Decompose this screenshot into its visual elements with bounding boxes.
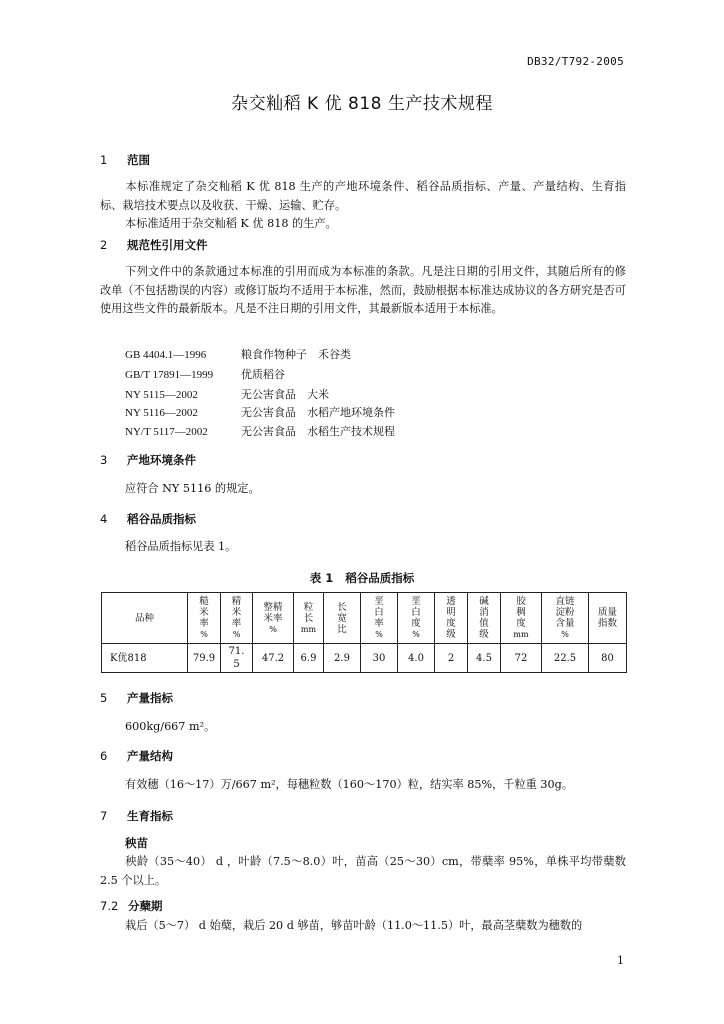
section-title: 产量指标 [127,691,173,705]
section-number: 6 [100,749,108,763]
section-title: 分蘖期 [128,899,163,913]
section-number: 7.2 [100,899,119,913]
section-5-heading [100,690,173,706]
document-code: DB32/T792-2005 [527,55,624,68]
table-cell: 2.9 [324,644,361,673]
table-cell: 4.5 [468,644,501,673]
table-header-cell: 品种 [102,593,188,644]
table-header-cell: 粒长 mm [294,593,324,644]
section-1-paragraph-1: 本标准规定了杂交籼稻 K 优 818 生产的产地环境条件、稻谷品质指标、产量、产量结构、生育指标、栽培技术要点以及收获、干燥、运输、贮存。 [100,180,626,212]
page-title: 杂交籼稻 K 优 818 生产技术规程 [231,94,493,114]
section-7-heading [100,808,173,824]
section-number: 1 [100,153,108,167]
table-header-cell: 碱消值级 [468,593,501,644]
section-3-text: 应符合 NY 5116 的规定。 [125,482,260,495]
table-header-cell: 质量指数 [589,593,627,644]
table-cell: 2 [435,644,468,673]
table-header-row [102,593,627,644]
table-caption-title: 稻谷品质指标 [345,571,415,585]
section-number: 4 [100,512,108,526]
section-number: 3 [100,453,108,467]
table-header-cell: 直链淀粉含量 % [542,593,589,644]
reference-item: GB 4404.1—1996 粮食作物种子 禾谷类 [125,349,351,361]
section-title: 产地环境条件 [127,453,196,467]
table-header-cell: 透明度级 [435,593,468,644]
section-3-heading [100,452,196,468]
table-row [102,644,627,673]
table-header-cell: 胶稠度 mm [501,593,542,644]
table-cell: 72 [501,644,542,673]
subsection-7-1-text: 秧龄（35～40） d ，叶龄（7.5～8.0）叶，苗高（25～30）cm，带蘖率 95%，单株平均带蘖数 2.5 个以上。 [100,855,626,887]
section-title: 规范性引用文件 [127,238,208,252]
table-caption [0,570,724,586]
table-header-cell: 垩白度 % [398,593,435,644]
table-cell: 47.2 [253,644,294,673]
section-title: 稻谷品质指标 [127,512,196,526]
table-header-cell: 糙米率 % [188,593,221,644]
section-1-paragraph-2: 本标准适用于杂交籼稻 K 优 818 的生产。 [125,217,337,230]
table-header-cell: 垩白率 % [361,593,398,644]
table-header-cell: 精米率 % [221,593,253,644]
section-title: 产量结构 [127,749,173,763]
subsection-7-2-heading [100,898,163,914]
section-title: 生育指标 [127,809,173,823]
table-cell: 30 [361,644,398,673]
section-1-heading [100,152,150,168]
section-number: 2 [100,238,108,252]
section-title: 范围 [127,153,150,167]
section-5-text: 600kg/667 m²。 [125,720,216,733]
table-cell: K优818 [102,644,188,673]
section-4-heading [100,511,196,527]
table-header-cell: 长宽比 [324,593,361,644]
subsection-7-1-heading: 秧苗 [125,836,148,850]
subsection-7-2-text: 栽后（5～7） d 始蘖，栽后 20 d 够苗，够苗叶龄（11.0～11.5）叶，最高茎蘖数为穗数的 [125,919,583,932]
table-caption-label: 表 1 [309,571,334,585]
quality-table [101,592,627,673]
section-6-text: 有效穗（16～17）万/667 m²，每穗粒数（160～170）粒，结实率 85%，千粒重 30g。 [125,778,574,791]
table-cell: 80 [589,644,627,673]
reference-item: GB/T 17891—1999 优质稻谷 [125,369,285,381]
table-cell: 79.9 [188,644,221,673]
table-cell: 6.9 [294,644,324,673]
section-number: 5 [100,691,108,705]
table-cell: 22.5 [542,644,589,673]
section-4-text: 稻谷品质指标见表 1。 [125,540,237,553]
reference-item: NY/T 5117—2002 无公害食品 水稻生产技术规程 [125,426,395,438]
reference-item: NY 5116—2002 无公害食品 水稻产地环境条件 [125,407,395,419]
section-6-heading [100,748,173,764]
page-number: 1 [617,954,624,967]
table-cell: 4.0 [398,644,435,673]
section-2-paragraph: 下列文件中的条款通过本标准的引用而成为本标准的条款。凡是注日期的引用文件，其随后所有的修改单（不包括勘误的内容）或修订版均不适用于本标准，然而，鼓励根据本标准达成协议的各方研究是否可使用这些文件的最新版本。凡是不注日期的引用文件，其最新版本适用于本标准。 [100,265,626,315]
table-header-cell: 整精米率 % [253,593,294,644]
reference-item: NY 5115—2002 无公害食品 大米 [125,389,329,401]
table-cell: 71.5 [221,644,253,673]
section-number: 7 [100,809,108,823]
section-2-heading [100,237,208,253]
